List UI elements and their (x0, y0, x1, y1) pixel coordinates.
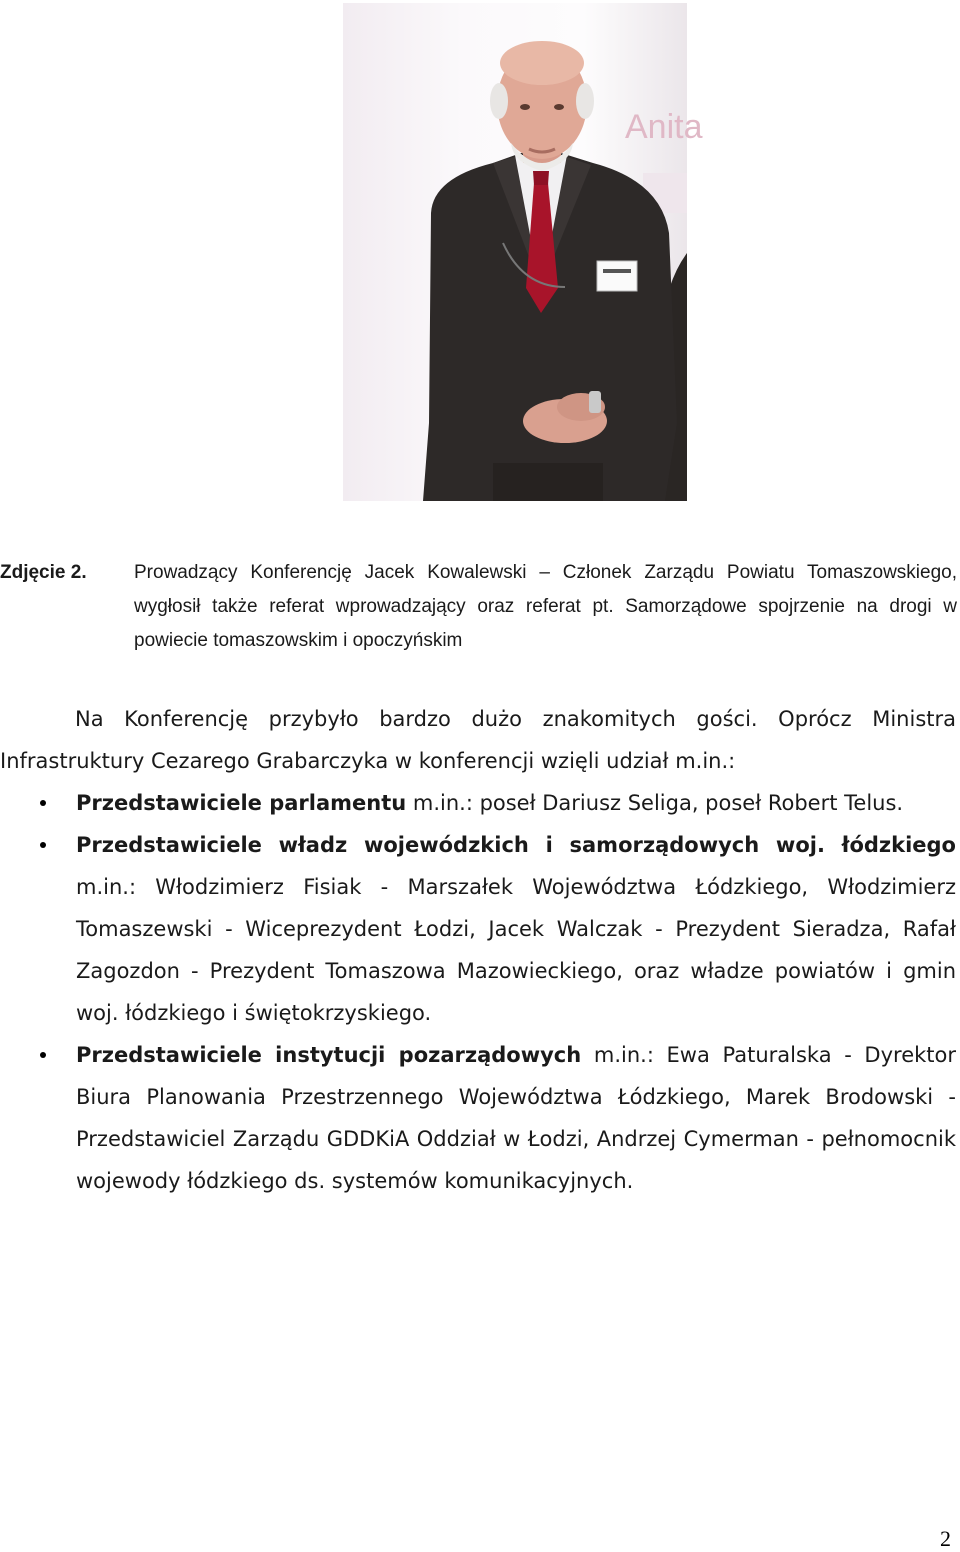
bullet-icon (40, 800, 46, 806)
list-item (0, 824, 956, 1034)
list-item (0, 1034, 956, 1202)
list-item (0, 782, 956, 824)
list-item-lead: Przedstawiciele parlamentu (76, 791, 407, 815)
list-item-text: m.in.: poseł Dariusz Seliga, poseł Robert Telus. (406, 791, 904, 815)
bullet-icon (40, 842, 46, 848)
list-item-lead: Przedstawiciele instytucji pozarządowych (76, 1043, 582, 1067)
intro-paragraph: Na Konferencję przybyło bardzo dużo znakomitych gości. Oprócz Ministra Infrastruktury Cezarego Grabarczyka w konferencji wzięli udział m.in.: (0, 707, 956, 773)
name-badge (597, 261, 637, 291)
photo-caption (0, 556, 957, 658)
caption-label: Zdjęcie 2. (0, 562, 87, 583)
list-item-text: m.in.: Ewa Paturalska - Dyrektor Biura Planowania Przestrzennego Województwa Łódzkiego, Marek Brodowski - Przedstawiciel Zarządu GDDKiA Oddział w Łodzi, Andrzej Cymerman - pełnomocnik wojewody łódzkiego ds. systemów komunikacyjnych. (76, 1043, 957, 1193)
page-number: 2 (940, 1526, 951, 1551)
speaker-photo-illustration (343, 3, 703, 501)
list-item-text: m.in.: Włodzimierz Fisiak - Marszałek Województwa Łódzkiego, Włodzimierz Tomaszewski - Wiceprezydent Łodzi, Jacek Walczak - Prezydent Sieradza, Rafał Zagozdon - Prezydent Tomaszowa Mazowieckiego, oraz władze powiatów i gmin woj. łódzkiego i świętokrzyskiego. (76, 875, 956, 1025)
caption-text: Prowadzący Konferencję Jacek Kowalewski – Członek Zarządu Powiatu Tomaszowskiego, wygłosił także referat wprowadzający oraz referat pt. Samorządowe spojrzenie na drogi w powiecie tomaszowskim i opoczyńskim (134, 562, 957, 651)
list-item-lead: Przedstawiciele władz wojewódzkich i samorządowych woj. łódzkiego (76, 833, 956, 857)
background-screen-text: Anita (625, 108, 703, 146)
bullet-icon (40, 1052, 46, 1058)
speaker-photo (343, 3, 703, 501)
guest-list (0, 782, 956, 1202)
